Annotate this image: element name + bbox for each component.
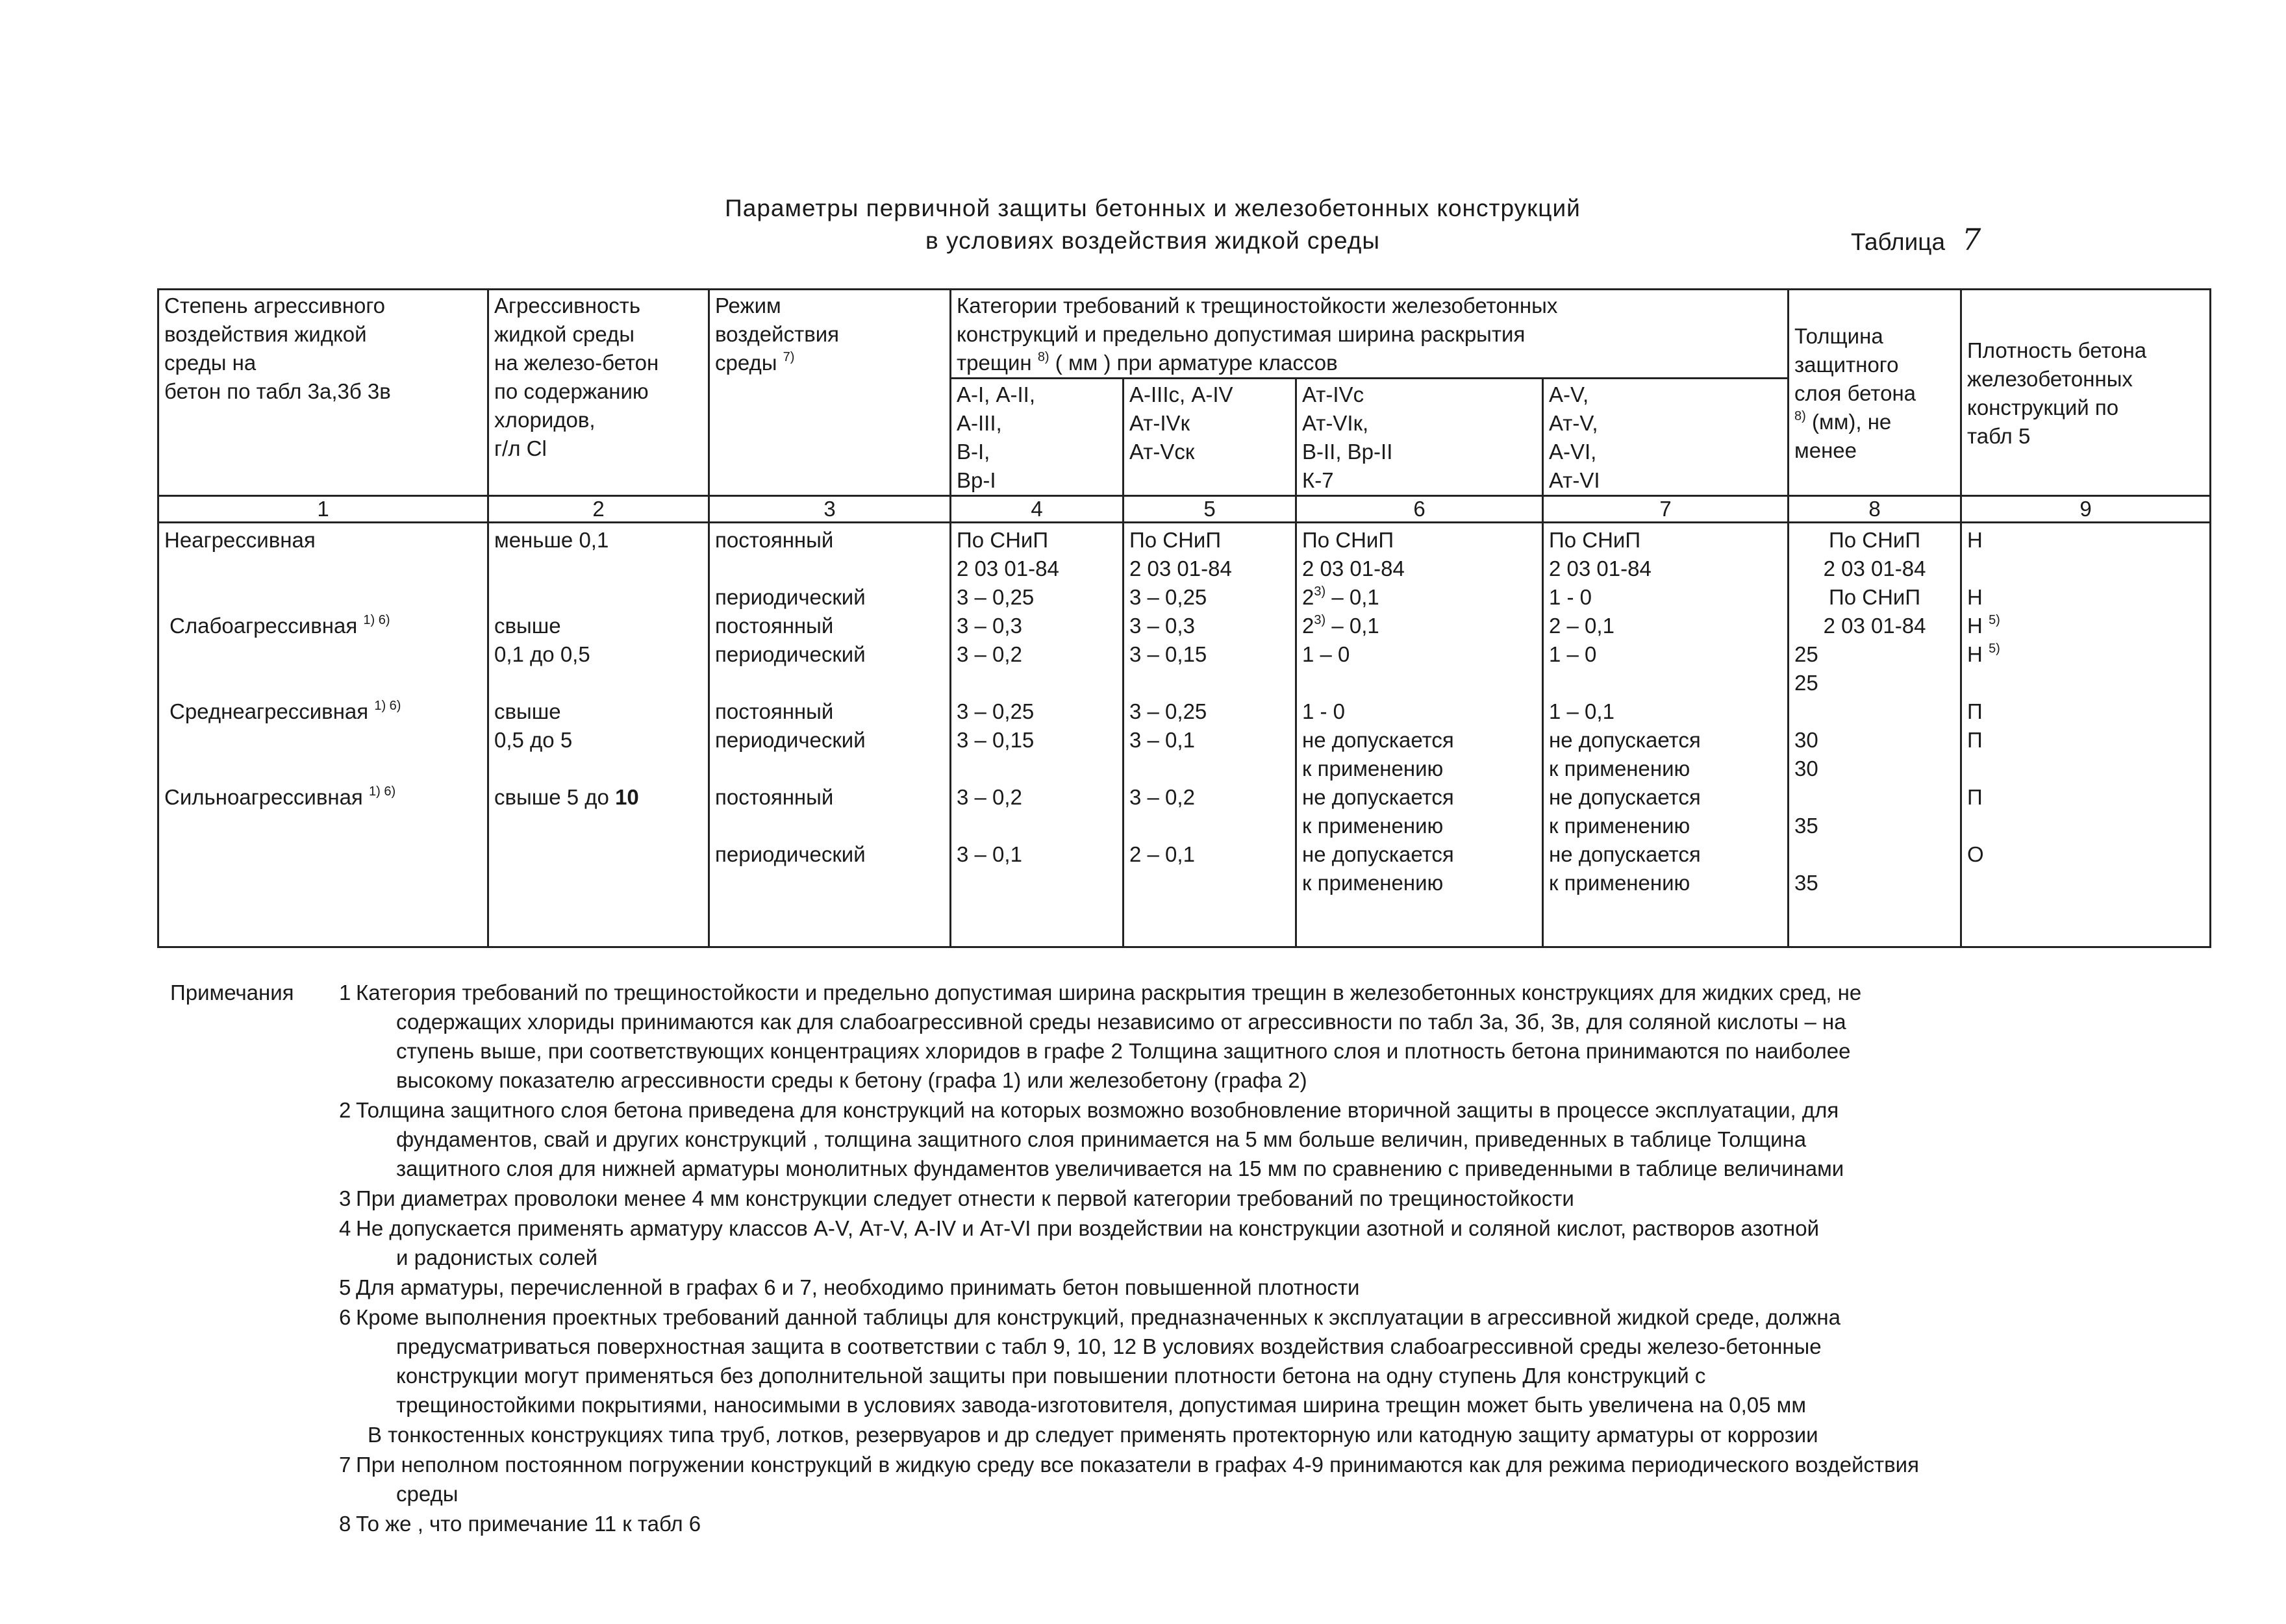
note-text [368,1420,2203,1449]
cell-chloride-weak-1: свыше [494,614,561,638]
cell-value: 1 - 0 [1549,585,1592,609]
cell-mode: постоянный [715,614,834,638]
cell-value: По СНиП [1549,528,1641,552]
cell-not-allowed: к применению [1549,756,1690,781]
header-text: К-7 [1302,468,1334,492]
body-col-5 [1124,523,1296,947]
header-text: А-IIIс, А-IV [1129,382,1233,406]
cell-value: 3 – 0,15 [957,728,1035,752]
cell-value: 2 03 01-84 [1129,556,1232,581]
header-text: Ат-IVк [1129,411,1190,435]
column-number: 5 [1124,496,1296,523]
cell-not-allowed: не допускается [1549,785,1701,809]
note-number: 3 [339,1186,351,1210]
cell-not-allowed: к применению [1549,814,1690,838]
column-number: 8 [1789,496,1961,523]
header-text: слоя бетона [1794,381,1916,405]
cell-chloride-medium-2: 0,5 до 5 [494,728,573,752]
note-item [339,1214,2203,1272]
table-label: Таблица [1851,229,1946,255]
cell-value: 1 - 0 [1302,699,1346,723]
cell-not-allowed: к применению [1302,756,1444,781]
cell-value: 2 03 01-84 [1823,556,1926,581]
footnote-ref: 1) 6) [374,699,401,713]
header-text [1794,408,1955,436]
header-text: среды на [164,351,257,375]
cell-value: 35 [1794,814,1818,838]
cell-density: П [1967,699,1983,723]
cell-value: 3 – 0,15 [1129,642,1207,666]
cell-not-allowed: не допускается [1302,842,1454,866]
cell-value: 2 03 01-84 [957,556,1059,581]
note-number: 7 [339,1453,351,1477]
cell-not-allowed: не допускается [1302,785,1454,809]
cell-mode: периодический [715,842,866,866]
header-text: Ат-VIк, [1302,411,1369,435]
header-text: на железо-бетон [494,351,659,375]
note-number: 2 [339,1098,351,1122]
header-text: табл 5 [1967,423,2031,448]
cell-value: 1 – 0 [1302,642,1350,666]
header-text: воздействия жидкой [164,322,367,346]
cell-value: 2 – 0,1 [1129,842,1195,866]
note-line: содержащих хлориды принимаются как для слабоагрессивной среды независимо от агрессивности по табл 3а, 3б, 3в, для соляной кислоты – на [396,1010,1846,1034]
cell-density: П [1967,785,1983,809]
note-text [356,1095,2203,1183]
header-text: В-II, Вр-II [1302,440,1393,464]
footnote-ref: 7) [783,350,795,364]
cell-value [1302,583,1537,612]
body-col-1 [158,523,488,947]
note-item [339,978,2203,1095]
table-body-row [158,523,2211,947]
cell-value: 3 – 0,1 [957,842,1022,866]
column-number: 4 [951,496,1124,523]
header-text: конструкций и предельно допустимая ширина раскрытия [957,322,1526,346]
cell-non-aggressive: Неагрессивная [164,528,316,552]
note-number: 6 [339,1305,351,1329]
cell-chloride-weak-2: 0,1 до 0,5 [494,642,590,666]
note-text [356,1214,2203,1272]
column-number: 9 [1961,496,2211,523]
column-number: 2 [488,496,709,523]
cell-value: 3 – 0,25 [957,699,1035,723]
cell-value: По СНиП [1829,528,1921,552]
footnote-ref: 1) 6) [363,613,390,627]
header-text: железобетонных [1967,366,2133,391]
note-item [339,1095,2203,1183]
cell-text: – 0,1 [1325,585,1379,609]
note-line: При диаметрах проволоки менее 4 мм конструкции следует отнести к первой категории требований по трещиностойкости [356,1186,1574,1210]
protection-parameters-table [157,288,2211,948]
body-col-3 [709,523,951,947]
note-text [356,1450,2203,1508]
cell-text: Среднеагрессивная [170,699,369,723]
cell-weak-aggressive [164,612,482,640]
footnote-ref: 3) [1314,613,1326,627]
header-text: жидкой среды [494,322,634,346]
note-line: защитного слоя для нижней арматуры монолитных фундаментов увеличивается на 15 мм по сравнению с приведенными в таблице величинами [396,1156,1844,1181]
header-col-3 [709,290,951,496]
cell-chloride-strong [494,783,703,812]
note-text [356,1184,2203,1213]
header-text: А-VI, [1549,440,1597,464]
cell-text: 2 [1302,585,1314,609]
cell-value: 3 – 0,3 [1129,614,1195,638]
note-line: предусматриваться поверхностная защита в соответствии с табл 9, 10, 12 В условиях воздействия слабоагрессивной среды железо-бетонные [396,1334,1822,1358]
cell-chloride-non: меньше 0,1 [494,528,609,552]
cell-value: 30 [1794,728,1818,752]
cell-mode: периодический [715,642,866,666]
footnote-ref: 8) [1794,408,1806,423]
note-line: То же , что примечание 11 к табл 6 [356,1512,701,1536]
note-text [356,1509,2203,1538]
note-number: 1 [339,981,351,1005]
cell-value: 3 – 0,2 [957,642,1022,666]
cell-value: 3 – 0,25 [957,585,1035,609]
notes-label: Примечания [170,981,294,1005]
header-crack-categories [951,290,1789,379]
note-line: Категория требований по трещиностойкости и предельно допустимая ширина раскрытия трещин в железобетонных конструкциях для жидких сред, не [356,981,1862,1005]
cell-value: 2 03 01-84 [1302,556,1405,581]
cell-mode: периодический [715,728,866,752]
cell-density: П [1967,728,1983,752]
header-text: А-III, [957,411,1002,435]
cell-value: 3 – 0,1 [1129,728,1195,752]
cell-value: 3 – 0,2 [957,785,1022,809]
header-text [715,349,944,377]
footnote-ref: 5) [1989,613,2000,627]
header-col-5 [1124,379,1296,496]
header-text: бетон по табл 3а,3б 3в [164,379,391,403]
header-text: г/л Cl [494,436,547,460]
cell-value [1302,612,1537,640]
header-text: по содержанию [494,379,649,403]
cell-not-allowed: к применению [1302,871,1444,895]
note-line: ступень выше, при соответствующих концентрациях хлоридов в графе 2 Толщина защитного слоя и плотность бетона принимаются по наиболее [396,1039,1851,1063]
note-item [339,1450,2203,1508]
table-number: 7 [1962,222,1981,257]
note-line: Для арматуры, перечисленной в графах 6 и 7, необходимо принимать бетон повышенной плотности [356,1275,1360,1299]
cell-density [1967,640,2204,669]
header-text-part: среды [715,351,777,375]
cell-mode: периодический [715,585,866,609]
note-number: 4 [339,1216,351,1240]
cell-text: Н [1967,614,1983,638]
body-col-7 [1543,523,1789,947]
note-line: При неполном постоянном погружении конструкций в жидкую среду все показатели в графах 4-9 принимаются как для режима периодического воздействия [356,1453,1919,1477]
cell-density: О [1967,842,1984,866]
header-row-1 [158,290,2211,379]
footnote-ref: 5) [1989,642,2000,656]
header-text: В-I, [957,440,990,464]
footnote-ref: 3) [1314,584,1326,599]
header-col-6 [1296,379,1543,496]
cell-mode: постоянный [715,528,834,552]
cell-value: По СНиП [1129,528,1222,552]
header-text: А-V, [1549,382,1589,406]
header-text: хлоридов, [494,408,596,432]
cell-not-allowed: не допускается [1549,728,1701,752]
header-text: Ат-Vск [1129,440,1195,464]
header-col-2 [488,290,709,496]
cell-text: Сильноагрессивная [164,785,363,809]
header-col-7 [1543,379,1789,496]
header-text: Плотность бетона [1967,338,2147,362]
header-text: А-I, А-II, [957,382,1036,406]
header-text: Ат-VI [1549,468,1600,492]
header-text: Вр-I [957,468,996,492]
note-item [339,1273,2203,1302]
header-col-8 [1789,290,1961,496]
header-text: Степень агрессивного [164,294,386,318]
body-col-4 [951,523,1124,947]
body-col-9 [1961,523,2211,947]
header-text: Категории требований к трещиностойкости железобетонных [957,294,1558,318]
cell-text: 10 [615,785,639,809]
note-text [356,1273,2203,1302]
footnote-ref: 8) [1037,350,1049,364]
cell-value: По СНиП [1302,528,1394,552]
note-number: 8 [339,1512,351,1536]
cell-text: Н [1967,642,1983,666]
body-col-8 [1789,523,1961,947]
header-text: Режим [715,294,781,318]
note-line: и радонистых солей [396,1245,598,1269]
cell-value: 35 [1794,871,1818,895]
cell-not-allowed: не допускается [1302,728,1454,752]
note-item [339,1303,2203,1419]
title-line-2: в условиях воздействия жидкой среды [925,227,1380,254]
column-number: 3 [709,496,951,523]
header-text [957,349,1782,377]
note-line: Кроме выполнения проектных требований данной таблицы для конструкций, предназначенных к эксплуатации в агрессивной жидкой среде, должна [356,1305,1840,1329]
header-text: защитного [1794,352,1899,377]
cell-not-allowed: не допускается [1549,842,1701,866]
cell-mode: постоянный [715,785,834,809]
cell-medium-aggressive [164,697,482,726]
note-text [356,978,2203,1095]
cell-value: 3 – 0,3 [957,614,1022,638]
table-title [649,192,1656,257]
cell-text: свыше 5 до [494,785,609,809]
cell-not-allowed: к применению [1302,814,1444,838]
column-number: 1 [158,496,488,523]
header-text-part: (мм), не [1812,409,1892,434]
cell-density: Н [1967,528,1983,552]
cell-chloride-medium-1: свыше [494,699,561,723]
cell-value: 2 03 01-84 [1823,614,1926,638]
note-line: трещиностойкими покрытиями, наносимыми в условиях завода-изготовителя, допустимая ширина трещин может быть увеличена на 0,05 мм [396,1393,1807,1417]
note-line: Не допускается применять арматуру классов А-V, Ат-V, А-IV и Ат-VI при воздействии на конструкции азотной и соляной кислот, растворов азотной [356,1216,1820,1240]
cell-value: 3 – 0,25 [1129,585,1207,609]
note-line: высокому показателю агрессивности среды к бетону (графа 1) или железобетону (графа 2) [396,1068,1307,1092]
note-text [356,1303,2203,1419]
cell-density [1967,612,2204,640]
header-text: Агрессивность [494,294,641,318]
header-text: конструкций по [1967,395,2119,419]
header-text: менее [1794,438,1857,462]
cell-text: – 0,1 [1325,614,1379,638]
header-text-part: ( мм ) при арматуре классов [1055,351,1338,375]
cell-density: Н [1967,585,1983,609]
body-col-2 [488,523,709,947]
header-col-4 [951,379,1124,496]
header-col-9 [1961,290,2211,496]
note-line: фундаментов, свай и других конструкций , толщина защитного слоя принимается на 5 мм больше величин, приведенных в таблице Толщина [396,1127,1807,1151]
table-caption [1851,223,1981,258]
cell-not-allowed: к применению [1549,871,1690,895]
cell-text: Слабоагрессивная [170,614,358,638]
cell-value: 30 [1794,756,1818,781]
cell-mode: постоянный [715,699,834,723]
note-line: В тонкостенных конструкциях типа труб, лотков, резервуаров и др следует применять протекторную или катодную защиту арматуры от коррозии [368,1423,1818,1447]
cell-value: 1 – 0 [1549,642,1597,666]
note-item [339,1420,2203,1449]
note-number: 5 [339,1275,351,1299]
footnote-ref: 1) 6) [368,784,396,799]
cell-value: По СНиП [957,528,1049,552]
header-text: Ат-IVс [1302,382,1364,406]
column-number: 6 [1296,496,1543,523]
cell-value: 25 [1794,671,1818,695]
cell-value: 1 – 0,1 [1549,699,1614,723]
note-line: среды [396,1482,458,1506]
header-text: воздействия [715,322,840,346]
header-text: Ат-V, [1549,411,1598,435]
cell-value: 2 – 0,1 [1549,614,1614,638]
note-item [339,1184,2203,1213]
header-text-part: трещин [957,351,1032,375]
cell-value: 2 03 01-84 [1549,556,1652,581]
note-line: конструкции могут применяться без дополнительной защиты при повышении плотности бетона на одну ступень Для конструкций с [396,1364,1706,1388]
cell-text: 2 [1302,614,1314,638]
note-item [339,1509,2203,1538]
header-text: Толщина [1794,323,1883,348]
cell-value: 3 – 0,2 [1129,785,1195,809]
cell-value: По СНиП [1829,585,1921,609]
body-col-6 [1296,523,1543,947]
column-number: 7 [1543,496,1789,523]
header-col-1 [158,290,488,496]
cell-value: 25 [1794,642,1818,666]
cell-strong-aggressive [164,783,482,812]
cell-value: 3 – 0,25 [1129,699,1207,723]
column-number-row [158,496,2211,523]
note-line: Толщина защитного слоя бетона приведена для конструкций на которых возможно возобновление вторичной защиты в процессе эксплуатации, для [356,1098,1839,1122]
title-line-1: Параметры первичной защиты бетонных и железобетонных конструкций [725,195,1581,221]
